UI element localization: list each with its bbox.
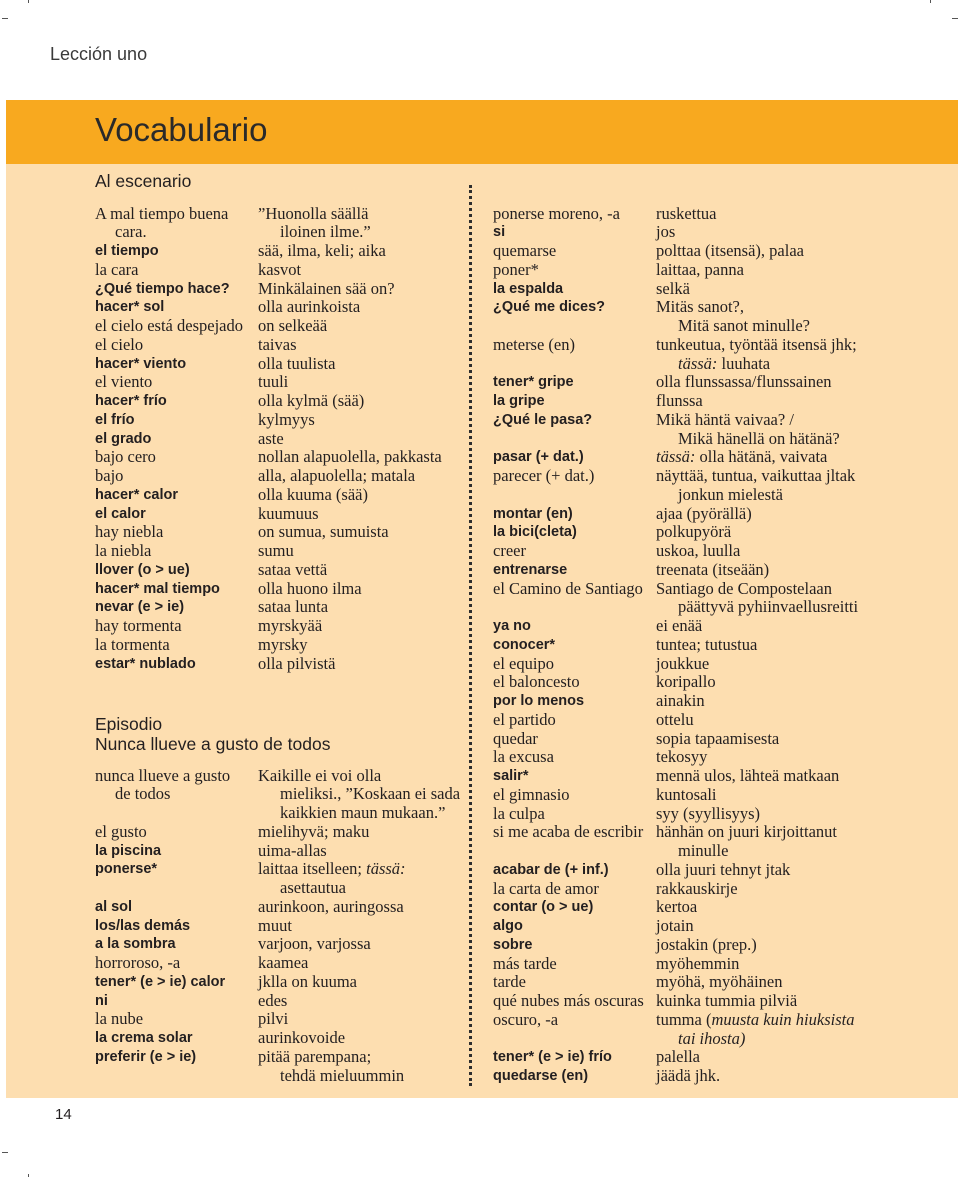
finnish-translation: kertoa (656, 897, 698, 917)
spanish-term: poner* (493, 259, 539, 279)
spanish-term: la piscina (95, 842, 162, 859)
finnish-translation: jos (656, 222, 676, 242)
spanish-term: la culpa (493, 803, 545, 823)
finnish-translation: olla tuulista (258, 353, 336, 373)
finnish-translation: mennä ulos, lähteä matkaan (656, 766, 840, 786)
vocab-row (493, 242, 933, 261)
spanish-term: la carta de amor (493, 878, 599, 898)
finnish-translation: Santiago de Compostelaan (656, 578, 832, 598)
episode-heading (95, 715, 330, 754)
finnish-translation: edes (258, 990, 288, 1010)
vocab-row (95, 804, 465, 823)
translation-text: luuhata (717, 353, 771, 373)
spanish-term: preferir (e > ie) (95, 1048, 197, 1065)
vocab-row (95, 242, 465, 261)
finnish-translation: Mitä sanot minulle? (678, 316, 810, 336)
spanish-term: tener* (e > ie) calor (95, 973, 226, 990)
banner-title: Vocabulario (95, 111, 268, 148)
vocab-row (95, 561, 465, 580)
spanish-term: el calor (95, 505, 146, 522)
finnish-translation: myrskyää (258, 616, 323, 636)
vocab-row (95, 973, 465, 992)
episode-label: Episodio (95, 714, 163, 734)
finnish-translation: treenata (itseään) (656, 559, 770, 579)
spanish-term: tarde (493, 972, 526, 992)
finnish-translation: kaamea (258, 953, 309, 973)
finnish-translation: Minkälainen sää on? (258, 278, 395, 298)
translation-text: olla hätänä, vaivata (695, 447, 828, 467)
vocab-row (95, 505, 465, 524)
vocab-row (95, 823, 465, 842)
finnish-translation: jklla on kuuma (258, 971, 357, 991)
vocab-row (493, 898, 933, 917)
finnish-translation: sää, ilma, keli; aika (258, 241, 386, 261)
spanish-term: la excusa (493, 747, 554, 767)
finnish-translation: ajaa (pyörällä) (656, 503, 752, 523)
finnish-translation: sataa lunta (258, 597, 329, 617)
vocab-row (95, 767, 465, 786)
vocab-row (493, 917, 933, 936)
finnish-translation: tekosyy (656, 747, 708, 767)
finnish-translation: minulle (678, 841, 729, 861)
vocab-row (95, 935, 465, 954)
column-divider (469, 185, 472, 1086)
vocab-row (493, 1048, 933, 1067)
vocab-row (493, 823, 933, 842)
translation-note: tässä: (366, 859, 406, 879)
vocab-row (493, 973, 933, 992)
spanish-term: a la sombra (95, 936, 176, 953)
finnish-translation: Mikä häntä vaivaa? / (656, 409, 794, 429)
spanish-term: el Camino de Santiago (493, 578, 643, 598)
vocab-row (493, 448, 933, 467)
spanish-term: los/las demás (95, 917, 191, 934)
vocab-row (493, 317, 933, 336)
finnish-translation: aurinkovoide (258, 1028, 346, 1048)
finnish-translation: sopia tapaamisesta (656, 728, 780, 748)
vocab-row (493, 411, 933, 430)
vocab-row (493, 936, 933, 955)
spanish-term: hacer* sol (95, 299, 165, 316)
vocab-row (493, 730, 933, 749)
finnish-translation: flunssa (656, 391, 703, 411)
vocab-list-episodio (95, 767, 465, 1086)
spanish-term: tener* (e > ie) frío (493, 1049, 612, 1066)
vocab-row (493, 336, 933, 355)
finnish-translation: on sumua, sumuista (258, 522, 389, 542)
finnish-translation: palella (656, 1047, 700, 1067)
vocab-row (493, 786, 933, 805)
spanish-term: hay niebla (95, 522, 164, 542)
vocab-row (95, 636, 465, 655)
page-number: 14 (55, 1106, 72, 1123)
finnish-translation: ei enää (656, 616, 703, 636)
spanish-term: el grado (95, 430, 152, 447)
finnish-translation (258, 860, 406, 879)
finnish-translation: rakkauskirje (656, 878, 738, 898)
finnish-translation: olla juuri tehnyt jtak (656, 859, 791, 879)
translation-note: tai ihosta) (678, 1028, 746, 1048)
finnish-translation: uima-allas (258, 840, 327, 860)
vocab-row (95, 280, 465, 299)
spanish-term: el gusto (95, 821, 147, 841)
vocab-row (493, 580, 933, 599)
finnish-translation: myöhä, myöhäinen (656, 972, 783, 992)
spanish-term: acabar de (+ inf.) (493, 861, 609, 878)
spanish-term: el partido (493, 709, 556, 729)
vocab-row (493, 692, 933, 711)
spanish-term: más tarde (493, 953, 557, 973)
vocab-row (95, 617, 465, 636)
vocab-row (95, 898, 465, 917)
vocab-row (95, 879, 465, 898)
spanish-term: la cara (95, 259, 139, 279)
finnish-translation (678, 355, 770, 374)
vocab-row (95, 486, 465, 505)
finnish-translation: pilvi (258, 1009, 289, 1029)
finnish-translation: näyttää, tuntua, vaikuttaa jltak (656, 466, 856, 486)
spanish-term: conocer* (493, 636, 556, 653)
spanish-term: hacer* viento (95, 355, 187, 372)
vocab-row (95, 598, 465, 617)
episode-title: Nunca llueve a gusto de todos (95, 733, 331, 754)
finnish-translation: tunkeutua, työntää itsensä jhk; (656, 334, 857, 354)
finnish-translation: syy (syyllisyys) (656, 803, 761, 823)
finnish-translation: tuuli (258, 372, 289, 392)
vocab-row (95, 842, 465, 861)
spanish-term: tener* gripe (493, 374, 574, 391)
spanish-term: parecer (+ dat.) (493, 466, 595, 486)
spanish-term: el cielo (95, 334, 144, 354)
finnish-translation: pitää parempana; (258, 1046, 372, 1066)
vocab-row (95, 523, 465, 542)
finnish-translation: laittaa, panna (656, 259, 744, 279)
finnish-translation: uskoa, luulla (656, 541, 741, 561)
spanish-term: meterse (en) (493, 334, 575, 354)
vocab-row (493, 711, 933, 730)
finnish-translation: olla kuuma (sää) (258, 484, 368, 504)
spanish-term: de todos (115, 784, 171, 804)
finnish-translation: nollan alapuolella, pakkasta (258, 447, 442, 467)
finnish-translation: myöhemmin (656, 953, 740, 973)
spanish-term: contar (o > ue) (493, 899, 594, 916)
spanish-term: sobre (493, 936, 533, 953)
vocab-row (493, 748, 933, 767)
vocab-row (95, 223, 465, 242)
spanish-term: hacer* mal tiempo (95, 580, 220, 597)
spanish-term: nunca llueve a gusto (95, 765, 231, 785)
spanish-term: ponerse moreno, -a (493, 203, 620, 223)
finnish-translation: kuntosali (656, 784, 717, 804)
finnish-translation: ainakin (656, 691, 705, 711)
finnish-translation: varjoon, varjossa (258, 934, 371, 954)
finnish-translation: olla aurinkoista (258, 297, 361, 317)
finnish-translation (678, 1030, 745, 1049)
spanish-term: quemarse (493, 241, 557, 261)
finnish-translation: Mikä hänellä on hätänä? (678, 428, 840, 448)
finnish-translation: Kaikille ei voi olla (258, 765, 382, 785)
finnish-translation: myrsky (258, 634, 308, 654)
vocab-row (493, 523, 933, 542)
vocab-row (493, 223, 933, 242)
crop-mark (2, 1152, 8, 1153)
spanish-term: entrenarse (493, 561, 568, 578)
vocab-row (493, 1067, 933, 1086)
finnish-translation: kaikkien maun mukaan.” (280, 803, 446, 823)
spanish-term: nevar (e > ie) (95, 599, 185, 616)
spanish-term: ¿Qué tiempo hace? (95, 280, 230, 297)
finnish-translation: polttaa (itsensä), palaa (656, 241, 804, 261)
vocab-row (95, 298, 465, 317)
spanish-term: cara. (115, 222, 147, 242)
spanish-term: el equipo (493, 653, 554, 673)
spanish-term: quedar (493, 728, 538, 748)
vocab-row (95, 655, 465, 674)
vocab-row (95, 448, 465, 467)
vocab-row (95, 992, 465, 1011)
finnish-translation: sumu (258, 541, 294, 561)
vocab-row (95, 355, 465, 374)
vocab-row (95, 317, 465, 336)
spanish-term: si me acaba de escribir (493, 822, 644, 842)
vocab-row (95, 785, 465, 804)
translation-note: tässä: (678, 353, 718, 373)
finnish-translation: mieliksi., ”Koskaan ei sada (280, 784, 461, 804)
vocab-row (493, 205, 933, 224)
vocab-row (493, 767, 933, 786)
finnish-translation: iloinen ilme.” (280, 222, 371, 242)
translation-note: muusta kuin hiuksista (711, 1009, 855, 1029)
finnish-translation: ottelu (656, 709, 694, 729)
crop-mark (2, 18, 8, 19)
finnish-translation: on selkeää (258, 316, 328, 336)
spanish-term: hacer* calor (95, 486, 179, 503)
spanish-term: bajo (95, 466, 124, 486)
translation-text: laittaa itselleen; (258, 859, 367, 879)
finnish-translation: joukkue (656, 653, 710, 673)
spanish-term: salir* (493, 768, 529, 785)
finnish-translation: Mitäs sanot?, (656, 297, 744, 317)
vocab-row (95, 411, 465, 430)
vocab-row (493, 505, 933, 524)
vocab-row (95, 1048, 465, 1067)
spanish-term: por lo menos (493, 693, 585, 710)
spanish-term: la tormenta (95, 634, 170, 654)
vocab-row (493, 636, 933, 655)
finnish-translation: ”Huonolla säällä (258, 203, 369, 223)
spanish-term: llover (o > ue) (95, 561, 190, 578)
spanish-term: la nube (95, 1009, 144, 1029)
finnish-translation: olla pilvistä (258, 653, 336, 673)
vocab-row (95, 542, 465, 561)
vocab-row (493, 542, 933, 561)
vocab-row (493, 598, 933, 617)
spanish-term: quedarse (en) (493, 1068, 589, 1085)
running-head: Lección uno (50, 44, 148, 64)
finnish-translation: polkupyörä (656, 522, 732, 542)
vocab-row (493, 430, 933, 449)
finnish-translation: olla huono ilma (258, 578, 362, 598)
vocab-row (493, 355, 933, 374)
spanish-term: el tiempo (95, 243, 159, 260)
spanish-term: montar (en) (493, 505, 573, 522)
vocab-row (493, 861, 933, 880)
finnish-translation: selkä (656, 278, 690, 298)
crop-mark (28, 0, 29, 3)
vocab-row (95, 205, 465, 224)
spanish-term: ¿Qué le pasa? (493, 411, 593, 428)
spanish-term: al sol (95, 898, 133, 915)
vocab-row (95, 917, 465, 936)
finnish-translation (656, 1011, 854, 1030)
spanish-term: hay tormenta (95, 616, 182, 636)
finnish-translation: jonkun mielestä (678, 484, 783, 504)
spanish-term: ¿Qué me dices? (493, 299, 606, 316)
section-banner (6, 100, 958, 164)
vocab-row (493, 280, 933, 299)
finnish-translation: tuntea; tutustua (656, 634, 758, 654)
vocab-row (493, 673, 933, 692)
vocab-row (493, 955, 933, 974)
crop-mark (952, 18, 958, 19)
finnish-translation: sataa vettä (258, 559, 328, 579)
finnish-translation: tehdä mieluummin (280, 1065, 405, 1085)
crop-mark (28, 1174, 29, 1177)
vocab-row (493, 467, 933, 486)
finnish-translation: kasvot (258, 259, 302, 279)
vocab-row (493, 992, 933, 1011)
finnish-translation: olla kylmä (sää) (258, 391, 365, 411)
vocab-row (95, 580, 465, 599)
vocab-row (493, 617, 933, 636)
finnish-translation: hänhän on juuri kirjoittanut (656, 822, 838, 842)
translation-text: tumma ( (656, 1009, 712, 1029)
spanish-term: el frío (95, 411, 135, 428)
spanish-term: la bici(cleta) (493, 524, 577, 541)
vocab-row (95, 954, 465, 973)
spanish-term: ponerse* (95, 861, 158, 878)
vocab-row (493, 373, 933, 392)
finnish-translation: jäädä jhk. (656, 1066, 721, 1086)
spanish-term: hacer* frío (95, 393, 167, 410)
spanish-term: la gripe (493, 393, 545, 410)
vocab-row (493, 880, 933, 899)
vocab-row (493, 298, 933, 317)
vocab-row (493, 1030, 933, 1049)
spanish-term: pasar (+ dat.) (493, 449, 584, 466)
vocab-row (95, 261, 465, 280)
vocab-row (95, 1010, 465, 1029)
finnish-translation: olla flunssassa/flunssainen (656, 372, 832, 392)
spanish-term: el viento (95, 372, 153, 392)
finnish-translation: asettautua (280, 878, 346, 898)
finnish-translation: kuumuus (258, 503, 319, 523)
spanish-term: A mal tiempo buena (95, 203, 229, 223)
crop-mark (930, 0, 931, 3)
section-heading-al-escenario: Al escenario (95, 171, 192, 191)
spanish-term: el gimnasio (493, 784, 570, 804)
spanish-term: creer (493, 541, 526, 561)
vocab-row (95, 1067, 465, 1086)
spanish-term: la espalda (493, 280, 564, 297)
vocab-row (493, 1011, 933, 1030)
translation-note: tässä: (656, 447, 696, 467)
finnish-translation: mielihyvä; maku (258, 821, 370, 841)
finnish-translation: kylmyys (258, 409, 315, 429)
vocab-row (493, 842, 933, 861)
vocab-row (95, 430, 465, 449)
finnish-translation: muut (258, 915, 292, 935)
finnish-translation (656, 448, 827, 467)
finnish-translation: ruskettua (656, 203, 717, 223)
vocab-row (493, 486, 933, 505)
finnish-translation: koripallo (656, 672, 716, 692)
finnish-translation: jotain (656, 916, 694, 936)
vocab-row (493, 561, 933, 580)
spanish-term: la niebla (95, 541, 152, 561)
vocab-row (95, 1029, 465, 1048)
spanish-term: ni (95, 992, 108, 1009)
finnish-translation: aurinkoon, auringossa (258, 896, 404, 916)
spanish-term: el cielo está despejado (95, 316, 243, 336)
spanish-term: ya no (493, 618, 531, 635)
spanish-term: horroroso, -a (95, 953, 181, 973)
finnish-translation: jostakin (prep.) (656, 934, 757, 954)
finnish-translation: alla, alapuolella; matala (258, 466, 416, 486)
vocab-row (493, 392, 933, 411)
finnish-translation: aste (258, 428, 284, 448)
spanish-term: bajo cero (95, 447, 156, 467)
spanish-term: algo (493, 918, 523, 935)
vocab-row (493, 261, 933, 280)
vocab-row (95, 336, 465, 355)
spanish-term: si (493, 224, 506, 241)
finnish-translation: taivas (258, 334, 297, 354)
spanish-term: estar* nublado (95, 655, 196, 672)
vocab-row (95, 860, 465, 879)
spanish-term: qué nubes más oscuras (493, 991, 644, 1011)
spanish-term: oscuro, -a (493, 1009, 559, 1029)
spanish-term: el baloncesto (493, 672, 580, 692)
finnish-translation: päättyvä pyhiinvaellusreitti (678, 597, 859, 617)
vocab-list-al-escenario (95, 205, 465, 674)
vocab-list-right-column (493, 205, 933, 1086)
vocab-row (95, 467, 465, 486)
vocab-row (493, 655, 933, 674)
vocab-row (95, 392, 465, 411)
finnish-translation: kuinka tummia pilviä (656, 991, 798, 1011)
spanish-term: la crema solar (95, 1030, 193, 1047)
vocab-row (95, 373, 465, 392)
vocab-row (493, 805, 933, 824)
